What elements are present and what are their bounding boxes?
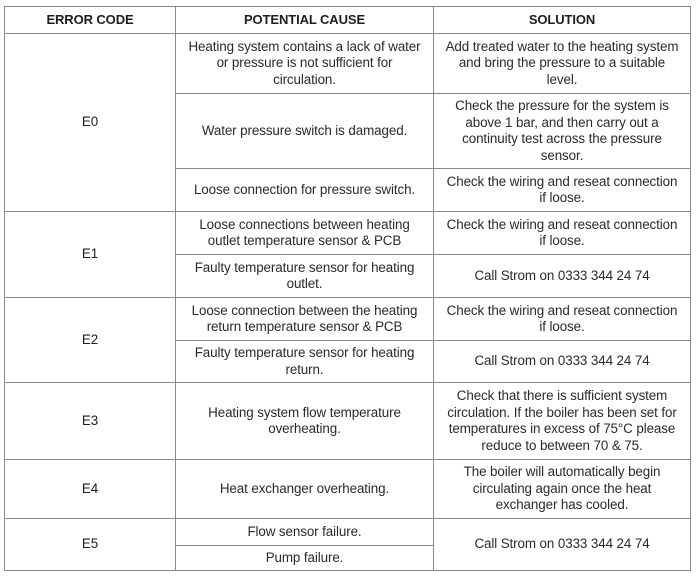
solution-cell: Check the wiring and reseat connection if loose.: [434, 298, 691, 341]
cause-cell: Pump failure.: [176, 546, 434, 571]
error-code-cell: E4: [5, 460, 176, 519]
solution-cell: Check the pressure for the system is above 1 bar, and then carry out a continuity test across the pressure sensor.: [434, 94, 691, 169]
table-row: [5, 298, 691, 341]
header-potential-cause: POTENTIAL CAUSE: [176, 7, 434, 34]
table-row: [5, 460, 691, 519]
error-code-cell: E3: [5, 383, 176, 460]
solution-cell: Add treated water to the heating system and bring the pressure to a suitable level.: [434, 34, 691, 94]
table-row: [5, 519, 691, 546]
solution-cell: Check that there is sufficient system circulation. If the boiler has been set for temperatures in excess of 75°C please reduce to between 70 & 75.: [434, 383, 691, 460]
cause-cell: Heating system flow temperature overheating.: [176, 383, 434, 460]
header-solution: SOLUTION: [434, 7, 691, 34]
header-error-code: ERROR CODE: [5, 7, 176, 34]
cause-cell: Faulty temperature sensor for heating return.: [176, 341, 434, 383]
cause-cell: Loose connection between the heating return temperature sensor & PCB: [176, 298, 434, 341]
error-code-cell: E0: [5, 34, 176, 212]
cause-cell: Heat exchanger overheating.: [176, 460, 434, 519]
solution-cell: Check the wiring and reseat connection if loose.: [434, 212, 691, 255]
error-code-cell: E2: [5, 298, 176, 383]
cause-cell: Water pressure switch is damaged.: [176, 94, 434, 169]
solution-cell: Call Strom on 0333 344 24 74: [434, 519, 691, 571]
cause-cell: Heating system contains a lack of water or pressure is not sufficient for circulation.: [176, 34, 434, 94]
header-row: [5, 7, 691, 34]
table-row: [5, 212, 691, 255]
table-row: [5, 383, 691, 460]
error-code-cell: E1: [5, 212, 176, 298]
cause-cell: Faulty temperature sensor for heating outlet.: [176, 255, 434, 298]
solution-cell: Check the wiring and reseat connection if loose.: [434, 169, 691, 212]
cause-cell: Loose connections between heating outlet temperature sensor & PCB: [176, 212, 434, 255]
cause-cell: Flow sensor failure.: [176, 519, 434, 546]
cause-cell: Loose connection for pressure switch.: [176, 169, 434, 212]
solution-cell: Call Strom on 0333 344 24 74: [434, 255, 691, 298]
solution-cell: Call Strom on 0333 344 24 74: [434, 341, 691, 383]
table-row: [5, 34, 691, 94]
error-code-table: [4, 6, 691, 571]
error-code-cell: E5: [5, 519, 176, 571]
solution-cell: The boiler will automatically begin circulating again once the heat exchanger has cooled.: [434, 460, 691, 519]
